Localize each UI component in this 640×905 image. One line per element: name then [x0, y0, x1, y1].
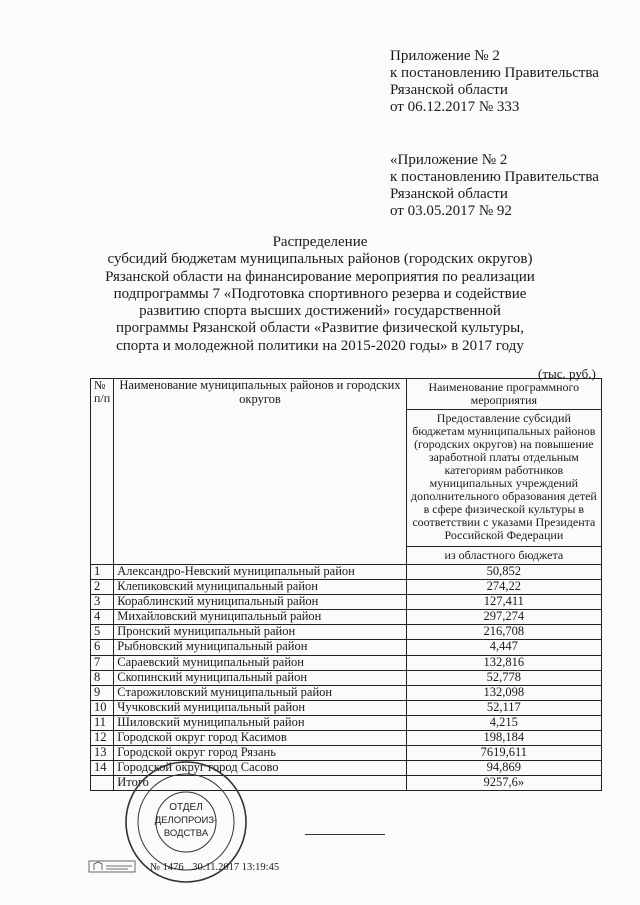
subsidy-value: 9257,6»	[406, 776, 601, 791]
title-line: субсидий бюджетам муниципальных районов (городских округов)	[107, 251, 533, 268]
subsidy-value: 52,117	[406, 700, 601, 715]
district-name: Александро-Невский муниципальный район	[114, 565, 406, 580]
table-row	[91, 595, 602, 610]
appendix-line: Рязанской области	[390, 186, 508, 202]
row-number	[91, 776, 114, 791]
header-num: № п/п	[91, 379, 114, 565]
signature-line	[305, 834, 385, 835]
registration-footer	[150, 862, 285, 873]
stamp-line: ВОДСТВА	[163, 828, 209, 839]
stamp-line: ДЕЛОПРОИЗ-	[154, 815, 218, 826]
row-number: 13	[91, 746, 114, 761]
header-name: Наименование муниципальных районов и городских округов	[114, 379, 406, 565]
row-number: 4	[91, 610, 114, 625]
subsidy-value: 50,852	[406, 565, 601, 580]
registration-number: № 1476	[150, 862, 184, 873]
appendix-line: от 03.05.2017 № 92	[390, 203, 512, 219]
title-line: Рязанской области на финансирование мероприятия по реализации	[105, 268, 535, 285]
row-number: 1	[91, 565, 114, 580]
header-program: Наименование программного мероприятия	[406, 379, 601, 410]
stamp-line: ОТДЕЛ	[169, 802, 203, 813]
subsidy-value: 7619,611	[406, 746, 601, 761]
table-row	[91, 700, 602, 715]
table-row	[91, 610, 602, 625]
appendix-previous	[390, 152, 599, 220]
row-number: 14	[91, 761, 114, 776]
distribution-table	[90, 378, 602, 791]
subsidy-value: 4,447	[406, 640, 601, 655]
subsidy-value: 132,098	[406, 685, 601, 700]
table-row	[91, 731, 602, 746]
table-row	[91, 580, 602, 595]
title-line: Распределение	[272, 234, 368, 250]
row-number: 9	[91, 685, 114, 700]
district-name: Скопинский муниципальный район	[114, 670, 406, 685]
table-row	[91, 625, 602, 640]
appendix-line: к постановлению Правительства	[390, 169, 599, 185]
table-row	[91, 640, 602, 655]
table-row	[91, 715, 602, 730]
district-name: Клепиковский муниципальный район	[114, 580, 406, 595]
appendix-line: «Приложение № 2	[390, 152, 508, 168]
district-name: Кораблинский муниципальный район	[114, 595, 406, 610]
row-number: 6	[91, 640, 114, 655]
subsidy-value: 297,274	[406, 610, 601, 625]
appendix-line: к постановлению Правительства	[390, 65, 599, 81]
row-number: 8	[91, 670, 114, 685]
title-line: развитию спорта высших достижений» государственной	[139, 303, 501, 320]
district-name: Михайловский муниципальный район	[114, 610, 406, 625]
row-number: 7	[91, 655, 114, 670]
subsidy-value: 198,184	[406, 731, 601, 746]
registration-timestamp: 30.11.2017 13:19:45	[192, 862, 280, 873]
district-name: Городской округ город Рязань	[114, 746, 406, 761]
title-line: спорта и молодежной политики на 2015-2020 годы» в 2017 году	[116, 337, 524, 354]
district-name: Городской округ город Сасово	[114, 761, 406, 776]
district-name: Сараевский муниципальный район	[114, 655, 406, 670]
district-name: Чучковский муниципальный район	[114, 700, 406, 715]
appendix-current	[390, 48, 599, 116]
subsidy-value: 52,778	[406, 670, 601, 685]
subsidy-value: 94,869	[406, 761, 601, 776]
district-name: Старожиловский муниципальный район	[114, 685, 406, 700]
document-title	[80, 234, 560, 355]
table-row	[91, 655, 602, 670]
header-measure: Предоставление субсидий бюджетам муниципальных районов (городских округов) на повышение заработной платы отдельным категориям работников муниципальных учреждений дополнительного образования детей в сфере физической культуры в соответствии с указами Президента Российской Федерации	[406, 410, 601, 546]
table-header-row	[91, 379, 602, 410]
row-number: 10	[91, 700, 114, 715]
subsidy-value: 127,411	[406, 595, 601, 610]
table-row	[91, 685, 602, 700]
appendix-line: Рязанской области	[390, 82, 508, 98]
title-line: программы Рязанской области «Развитие физической культуры,	[116, 320, 524, 337]
subsidy-value: 4,215	[406, 715, 601, 730]
subsidy-value: 132,816	[406, 655, 601, 670]
subsidy-value: 216,708	[406, 625, 601, 640]
appendix-line: Приложение № 2	[390, 48, 500, 64]
table-row	[91, 565, 602, 580]
row-number: 2	[91, 580, 114, 595]
row-number: 5	[91, 625, 114, 640]
district-name: Шиловский муниципальный район	[114, 715, 406, 730]
row-number: 3	[91, 595, 114, 610]
subsidy-value: 274,22	[406, 580, 601, 595]
registry-logo-icon	[88, 858, 136, 874]
district-name: Итого	[114, 776, 406, 791]
district-name: Городской округ город Касимов	[114, 731, 406, 746]
appendix-line: от 06.12.2017 № 333	[390, 99, 520, 115]
row-number: 12	[91, 731, 114, 746]
row-number: 11	[91, 715, 114, 730]
district-name: Пронский муниципальный район	[114, 625, 406, 640]
table-row	[91, 670, 602, 685]
units-label: (тыс. руб.)	[538, 366, 596, 381]
district-name: Рыбновский муниципальный район	[114, 640, 406, 655]
title-line: подпрограммы 7 «Подготовка спортивного резерва и содействие	[113, 285, 527, 302]
header-source: из областного бюджета	[406, 546, 601, 564]
